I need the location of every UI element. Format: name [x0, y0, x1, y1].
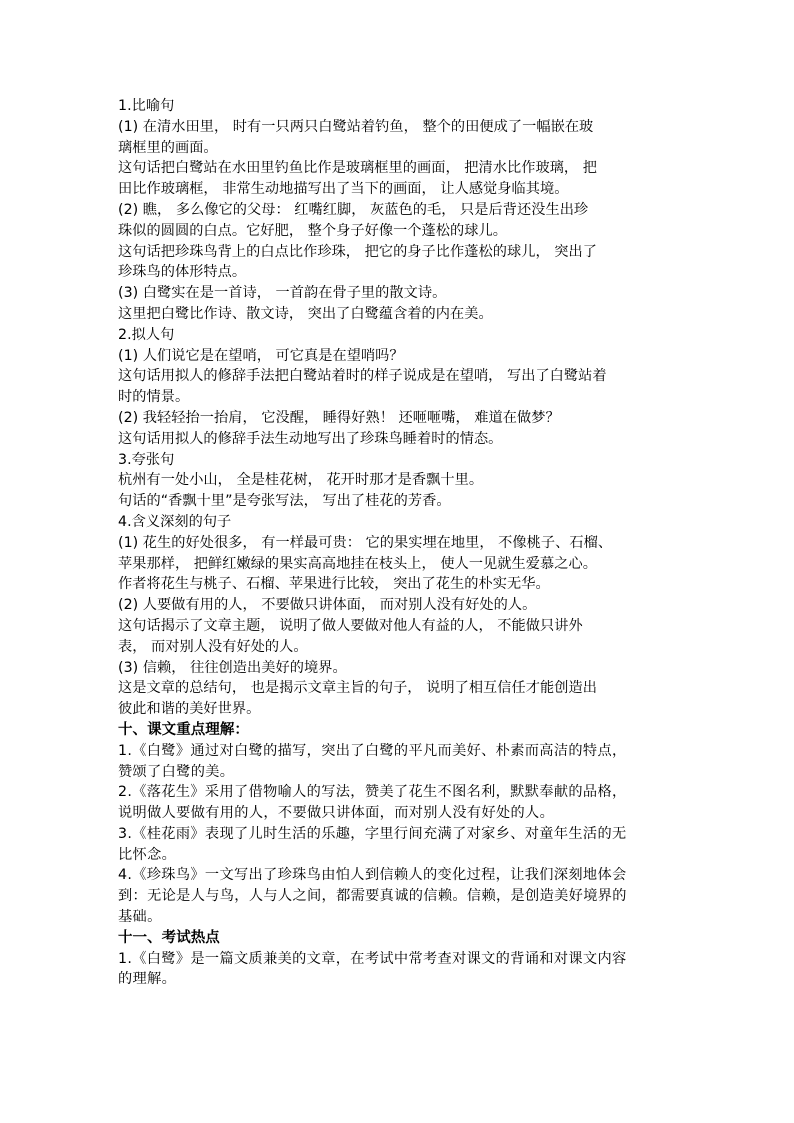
text-line: 这句话揭示了文章主题， 说明了做人要做对他人有益的人， 不能做只讲外 [118, 617, 583, 634]
text-line: (2) 瞧， 多么像它的父母： 红嘴红脚， 灰蓝色的毛， 只是后背还没生出珍 [118, 201, 589, 218]
section-heading-profound-sentences: 4.含义深刻的句子 [118, 513, 232, 530]
text-line: (3) 信赖， 往往创造出美好的境界。 [118, 659, 347, 676]
text-line: (1) 人们说它是在望哨， 可它真是在望哨吗？ [118, 347, 404, 364]
text-line: 赞颂了白鹭的美。 [118, 763, 235, 780]
text-line: 杭州有一处小山， 全是桂花树， 花开时那才是香飘十里。 [118, 472, 484, 489]
text-line: 说明做人要做有用的人，不要做只讲体面，而对别人没有好处的人。 [118, 805, 555, 822]
text-line: 苹果那样， 把鲜红嫩绿的果实高高地挂在枝头上， 使人一见就生爱慕之心。 [118, 555, 597, 572]
text-line: 这句话用拟人的修辞手法把白鹭站着时的样子说成是在望哨， 写出了白鹭站着 [118, 368, 607, 385]
text-line: 珍珠鸟的体形特点。 [118, 264, 247, 281]
text-line: 3.《桂花雨》表现了儿时生活的乐趣，字里行间充满了对家乡、对童年生活的无 [118, 825, 627, 842]
section-heading-hyperbole: 3.夸张句 [118, 451, 175, 468]
section-heading-exam-hotspots: 十一、考试热点 [118, 929, 220, 946]
text-line: 珠似的圆圆的白点。它好肥， 整个身子好像一个蓬松的球儿。 [118, 222, 507, 239]
text-line: 作者将花生与桃子、石榴、苹果进行比较， 突出了花生的朴实无华。 [118, 576, 550, 593]
section-heading-simile: 1.比喻句 [118, 98, 175, 114]
text-line: (1) 在清水田里， 时有一只两只白鹭站着钓鱼， 整个的田便成了一幅嵌在玻 [118, 118, 594, 135]
text-line: 这是文章的总结句， 也是揭示文章主旨的句子， 说明了相互信任才能创造出 [118, 680, 597, 697]
text-line: 比怀念。 [118, 846, 177, 863]
text-line: 句话的“香飘十里”是夸张写法， 写出了桂花的芳香。 [118, 493, 451, 510]
text-line: 璃框里的画面。 [118, 139, 218, 156]
text-line: 这句话用拟人的修辞手法生动地写出了珍珠鸟睡着时的情态。 [118, 430, 503, 447]
text-line: 2.《落花生》采用了借物喻人的写法，赞美了花生不图名利，默默奉献的品格， [118, 784, 627, 801]
text-line: (2) 我轻轻抬一抬肩， 它没醒， 睡得好熟！ 还咂咂嘴， 难道在做梦？ [118, 409, 560, 426]
text-line: 时的情景。 [118, 389, 190, 406]
text-line: 1.《白鹭》通过对白鹭的描写，突出了白鹭的平凡而美好、朴素而高洁的特点， [118, 742, 627, 759]
text-line: 表， 而对别人没有好处的人。 [118, 638, 308, 655]
text-line: 这句话把白鹭站在水田里钓鱼比作是玻璃框里的画面， 把清水比作玻璃， 把 [118, 160, 597, 177]
text-line: 这句话把珍珠鸟背上的白点比作珍珠， 把它的身子比作蓬松的球儿， 突出了 [118, 243, 597, 260]
section-heading-personification: 2.拟人句 [118, 326, 175, 343]
text-line: 田比作玻璃框， 非常生动地描写出了当下的画面， 让人感觉身临其境。 [118, 181, 569, 198]
text-line: 到：无论是人与鸟，人与人之间，都需要真诚的信赖。信赖，是创造美好境界的 [118, 888, 627, 905]
text-line: 基础。 [118, 909, 162, 926]
text-line: 的理解。 [118, 971, 177, 988]
text-line: 这里把白鹭比作诗、散文诗， 突出了白鹭蕴含着的内在美。 [118, 305, 493, 322]
text-line: 彼此和谐的美好世界。 [118, 701, 261, 718]
text-line: (3) 白鹭实在是一首诗， 一首韵在骨子里的散文诗。 [118, 285, 447, 302]
section-heading-key-understanding: 十、课文重点理解： [118, 721, 249, 738]
text-line: (1) 花生的好处很多， 有一样最可贵： 它的果实埋在地里， 不像桃子、石榴、 [118, 534, 613, 551]
text-line: 4.《珍珠鸟》一文写出了珍珠鸟由怕人到信赖人的变化过程，让我们深刻地体会 [118, 867, 627, 884]
document-page [118, 96, 684, 990]
text-line: 1.《白鹭》是一篇文质兼美的文章，在考试中常考查对课文的背诵和对课文内容 [118, 950, 627, 967]
text-line: (2) 人要做有用的人， 不要做只讲体面， 而对别人没有好处的人。 [118, 597, 537, 614]
